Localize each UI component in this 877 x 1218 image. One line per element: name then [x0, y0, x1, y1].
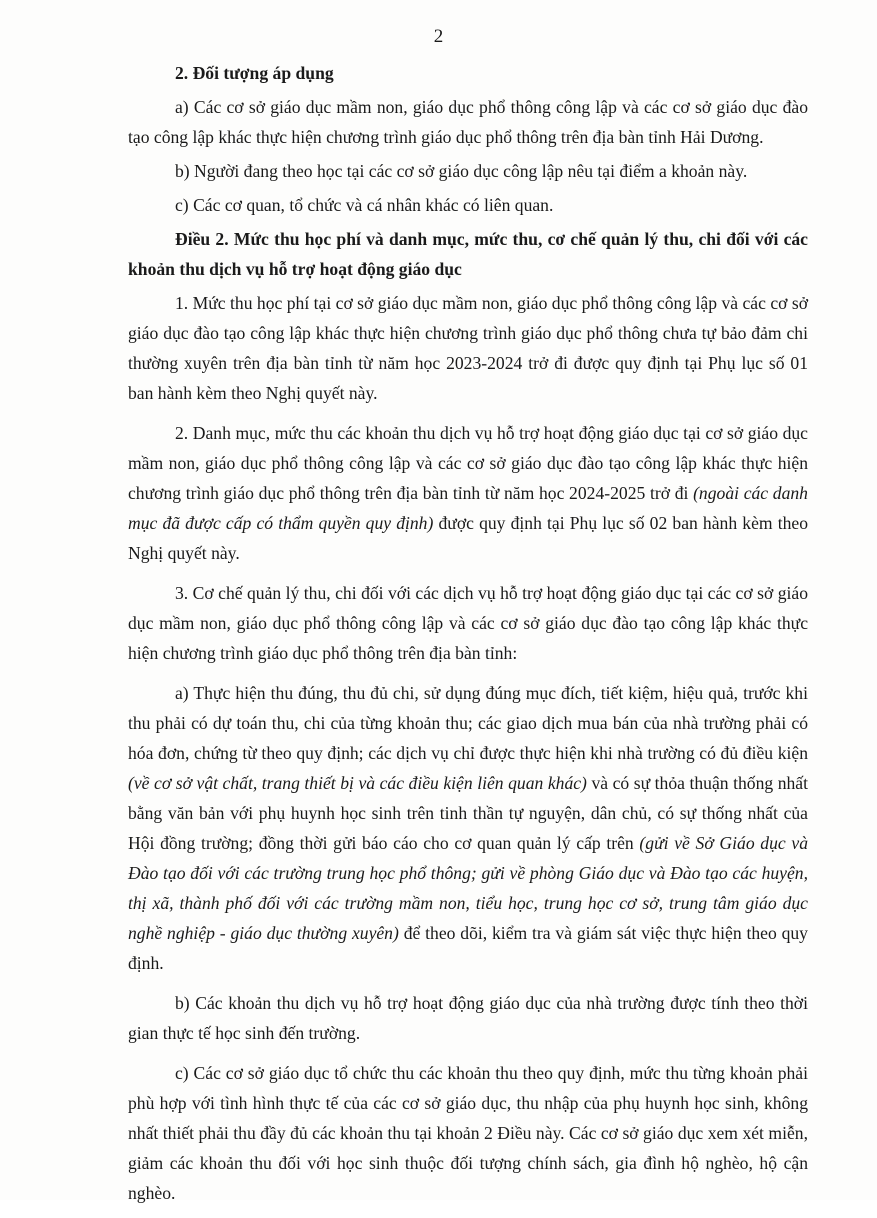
- paragraph-item-b: b) Người đang theo học tại các cơ sở giáo dục công lập nêu tại điểm a khoản này.: [175, 161, 748, 181]
- document-body: [128, 58, 808, 1218]
- point-a-text-3: để theo dõi, kiểm tra và giám sát việc thực hiện theo quy định.: [128, 923, 808, 973]
- paragraph-item-c: c) Các cơ quan, tổ chức và cá nhân khác có liên quan.: [175, 195, 554, 215]
- paragraph-point-a: [128, 678, 808, 978]
- point-a-text-1: a) Thực hiện thu đúng, thu đủ chi, sử dụng đúng mục đích, tiết kiệm, hiệu quả, trước khi thu phải có dự toán thu, chi của từng khoản thu; các giao dịch mua bán của nhà trường phải có hóa đơn, chứng từ theo quy định; các dịch vụ chỉ được thực hiện khi nhà trường có đủ điều kiện: [128, 683, 808, 763]
- point-a-text-2: và có sự thỏa thuận thống nhất bằng văn bản với phụ huynh học sinh trên tinh thần tự nguyện, dân chủ, có sự thống nhất của Hội đồng trường; đồng thời gửi báo cáo cho cơ quan quản lý cấp trên: [128, 773, 808, 853]
- paragraph-clause-3: 3. Cơ chế quản lý thu, chi đối với các dịch vụ hỗ trợ hoạt động giáo dục tại các cơ sở giáo dục mầm non, giáo dục phổ thông công lập và các cơ sở giáo dục đào tạo công lập khác thực hiện chương trình giáo dục phổ thông trên địa bàn tỉnh:: [128, 583, 808, 663]
- paragraph-point-c: c) Các cơ sở giáo dục tổ chức thu các khoản thu theo quy định, mức thu từng khoản phải phù hợp với tình hình thực tế của các cơ sở giáo dục, thu nhập của phụ huynh học sinh, không nhất thiết phải thu đầy đủ các khoản thu tại khoản 2 Điều này. Các cơ sở giáo dục xem xét miễn, giảm các khoản thu đối với học sinh thuộc đối tượng chính sách, gia đình hộ nghèo, hộ cận nghèo.: [128, 1063, 808, 1203]
- section-heading-applicable-subjects: 2. Đối tượng áp dụng: [175, 63, 334, 83]
- paragraph-clause-1: 1. Mức thu học phí tại cơ sở giáo dục mầm non, giáo dục phổ thông công lập và các cơ sở giáo dục đào tạo công lập khác thực hiện chương trình giáo dục phổ thông chưa tự bảo đảm chi thường xuyên trên địa bàn tỉnh từ năm học 2023-2024 trở đi được quy định tại Phụ lục số 01 ban hành kèm theo Nghị quyết này.: [128, 293, 808, 403]
- clause-2-text-end: được quy định tại Phụ lục số 02 ban hành kèm theo Nghị quyết này.: [128, 513, 808, 563]
- paragraph-point-b: b) Các khoản thu dịch vụ hỗ trợ hoạt động giáo dục của nhà trường được tính theo thời gian thực tế học sinh đến trường.: [128, 993, 808, 1043]
- point-a-italic-1: (về cơ sở vật chất, trang thiết bị và các điều kiện liên quan khác): [128, 773, 587, 793]
- paragraph-clause-2: [128, 418, 808, 568]
- clause-2-text: 2. Danh mục, mức thu các khoản thu dịch vụ hỗ trợ hoạt động giáo dục tại cơ sở giáo dục mầm non, giáo dục phổ thông công lập và các cơ sở giáo dục đào tạo công lập khác thực hiện chương trình giáo dục phổ thông trên địa bàn tỉnh từ năm học 2024-2025 trở đi: [128, 423, 808, 503]
- paragraph-item-a: a) Các cơ sở giáo dục mầm non, giáo dục phổ thông công lập và các cơ sở giáo dục đào tạo công lập khác thực hiện chương trình giáo dục phổ thông trên địa bàn tỉnh Hải Dương.: [128, 97, 808, 147]
- page-number: 2: [433, 26, 444, 47]
- clause-2-italic-note: (ngoài các danh mục đã được cấp có thẩm quyền quy định): [128, 483, 808, 533]
- point-a-italic-2: (gửi về Sở Giáo dục và Đào tạo đối với các trường trung học phổ thông; gửi về phòng Giáo dục và Đào tạo các huyện, thị xã, thành phố đối với các trường mầm non, tiểu học, trung học cơ sở, trung tâm giáo dục nghề nghiệp - giáo dục thường xuyên): [128, 833, 808, 943]
- article-2-heading: Điều 2. Mức thu học phí và danh mục, mức thu, cơ chế quản lý thu, chi đối với các khoản thu dịch vụ hỗ trợ hoạt động giáo dục: [128, 229, 808, 279]
